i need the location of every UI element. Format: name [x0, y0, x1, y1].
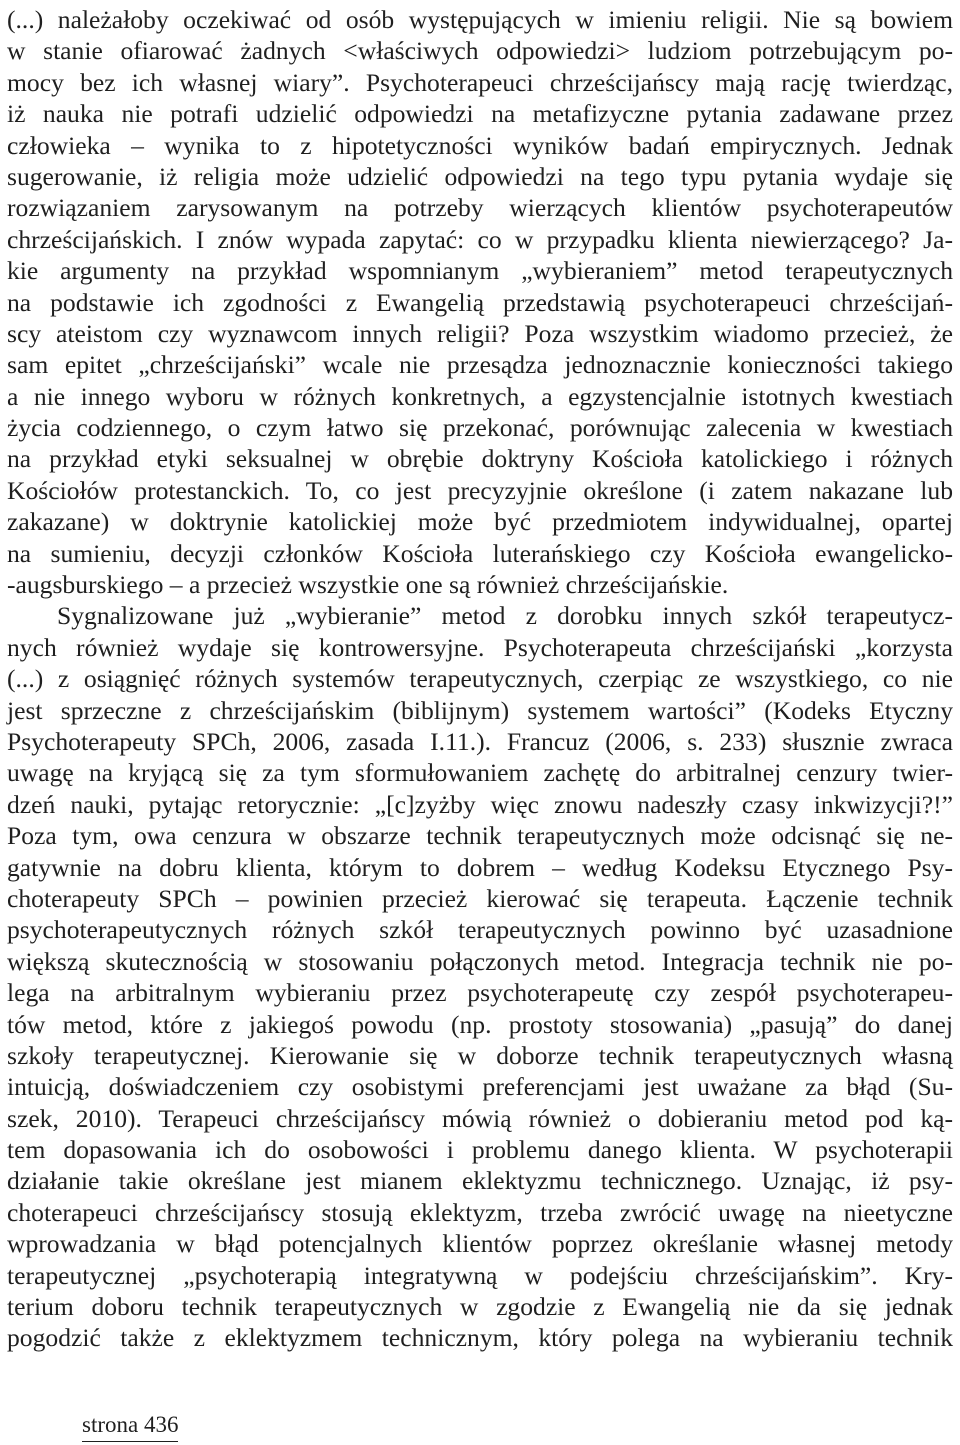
text-line: gatywnie na dobru klienta, którym to dobrem – według Kodeksu Etycznego Psy-	[7, 852, 953, 882]
page-number-footer	[82, 1410, 178, 1440]
text-line: tem dopasowania ich do osobowości i problemu danego klienta. W psychoterapii	[7, 1135, 953, 1165]
text-line: mocy bez ich własnej wiary”. Psychoterapeuci chrześcijańscy mają rację twierdząc,	[7, 67, 953, 97]
text-line: (...) należałoby oczekiwać od osób występujących w imieniu religii. Nie są bowiem	[7, 5, 953, 34]
text-line: zakazane) w doktrynie katolickiej może być przedmiotem indywidualnej, opartej	[7, 507, 953, 537]
text-line: terium doboru technik terapeutycznych w zgodzie z Ewangelią nie da się jednak	[7, 1292, 953, 1322]
text-line: sam epitet „chrześcijański” wcale nie przesądza jednoznacznie konieczności takiego	[7, 350, 953, 380]
text-line: kie argumenty na przykład wspomnianym „wybieraniem” metod terapeutycznych	[7, 256, 953, 286]
text-line: Poza tym, owa cenzura w obszarze technik terapeutycznych może odcisnąć się ne-	[7, 821, 953, 851]
text-line: wprowadzania w błąd potencjalnych klientów poprzez określanie własnej metody	[7, 1229, 953, 1259]
text-line: życia codziennego, o czym łatwo się przekonać, porównując zalecenia w kwestiach	[7, 413, 953, 443]
text-line: tów metod, które z jakiegoś powodu (np. prostoty stosowania) „pasują” do danej	[7, 1009, 953, 1039]
footer-rule	[82, 1441, 178, 1442]
text-line: rozwiązaniem zarysowanym na potrzeby wierzących klientów psychoterapeutów	[7, 193, 953, 223]
text-line: scy ateistom czy wyznawcom innych religii? Poza wszystkim wiadomo przecież, że	[7, 318, 953, 348]
text-line: dzeń nauki, pytając retorycznie: „[c]zyżby więc znowu nadeszły czasy inkwizycji?!”	[7, 789, 953, 819]
text-line: lega na arbitralnym wybieraniu przez psychoterapeutę czy zespół psychoterapeu-	[7, 978, 953, 1008]
text-line: intuicją, doświadczeniem czy osobistymi preferencjami jest uważane za błąd (Su-	[7, 1072, 953, 1102]
text-line: szek, 2010). Terapeuci chrześcijańscy mówią również o dobieraniu metod pod ką-	[7, 1103, 953, 1133]
text-line: człowieka – wynika to z hipotetyczności wyników badań empirycznych. Jednak	[7, 130, 953, 160]
text-line: Psychoterapeuty SPCh, 2006, zasada I.11.). Francuz (2006, s. 233) słusznie zwraca	[7, 726, 953, 756]
text-line: iż nauka nie potrafi udzielić odpowiedzi na metafizyczne pytania zadawane przez	[7, 99, 953, 129]
text-line: nych również wydaje się kontrowersyjne. Psychoterapeuta chrześcijański „korzysta	[7, 632, 953, 662]
text-line: pogodzić także z eklektyzmem technicznym, który polega na wybieraniu technik	[7, 1323, 953, 1353]
text-line: jest sprzeczne z chrześcijańskim (biblijnym) systemem wartości” (Kodeks Etyczny	[7, 695, 953, 725]
text-line: choterapeuty SPCh – powinien przecież kierować się terapeuta. Łączenie technik	[7, 883, 953, 913]
text-line: na przykład etyki seksualnej w obrębie doktryny Kościoła katolickiego i różnych	[7, 444, 953, 474]
text-line: działanie takie określane jest mianem eklektyzmu technicznego. Uznając, iż psy-	[7, 1166, 953, 1196]
text-line: sugerowanie, iż religia może udzielić odpowiedzi na tego typu pytania wydaje się	[7, 161, 953, 191]
text-line: Kościołów protestanckich. To, co jest precyzyjnie określone (i zatem nakazane lub	[7, 475, 953, 505]
text-line: szkoły terapeutycznej. Kierowanie się w doborze technik terapeutycznych własną	[7, 1040, 953, 1070]
text-line: na sumieniu, decyzji członków Kościoła luterańskiego czy Kościoła ewangelicko-	[7, 538, 953, 568]
text-line: w stanie ofiarować żadnych <właściwych odpowiedzi> ludziom potrzebującym po-	[7, 36, 953, 66]
text-line: a nie innego wyboru w różnych konkretnych, a egzystencjalnie istotnych kwestiach	[7, 381, 953, 411]
body-text	[7, 4, 953, 1354]
text-line: psychoterapeutycznych różnych szkół terapeutycznych powinno być uzasadnione	[7, 915, 953, 945]
text-line: (...) z osiągnięć różnych systemów terapeutycznych, czerpiąc ze wszystkiego, co nie	[7, 664, 953, 694]
text-line: choterapeuci chrześcijańscy stosują eklektyzm, trzeba zwrócić uwagę na nieetyczne	[7, 1197, 953, 1227]
text-line: terapeutycznej „psychoterapią integratywną w podejściu chrześcijańskim”. Kry-	[7, 1260, 953, 1290]
text-line: uwagę na kryjącą się za tym sformułowaniem zachętę do arbitralnej cenzury twier-	[7, 758, 953, 788]
paragraph-first-line: Sygnalizowane już „wybieranie” metod z dorobku innych szkół terapeutycz-	[57, 601, 953, 631]
page-number: strona 436	[82, 1412, 179, 1437]
text-line: na podstawie ich zgodności z Ewangelią przedstawią psychoterapeuci chrześcijań-	[7, 287, 953, 317]
text-line: większą skutecznością w stosowaniu połączonych metod. Integracja technik nie po-	[7, 946, 953, 976]
text-line: chrześcijańskich. I znów wypada zapytać: co w przypadku klienta niewierzącego? Ja-	[7, 224, 953, 254]
paragraph-last-line: -augsburskiego – a przecież wszystkie one są również chrześcijańskie.	[7, 570, 729, 600]
